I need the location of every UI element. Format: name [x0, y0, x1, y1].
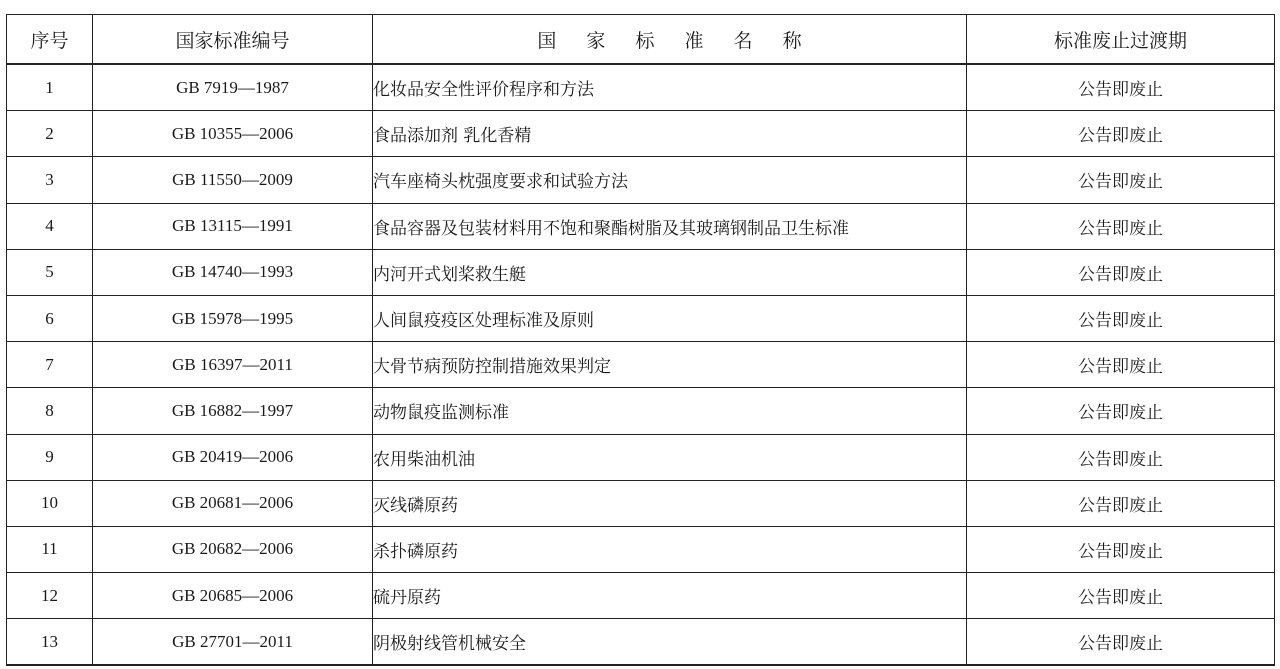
cell-standard-name: 食品添加剂 乳化香精 [373, 111, 967, 157]
header-row [7, 15, 1275, 65]
table-row [7, 203, 1275, 249]
cell-standard-code: GB 13115—1991 [93, 203, 373, 249]
cell-standard-code: GB 16882—1997 [93, 388, 373, 434]
cell-standard-code: GB 20419—2006 [93, 434, 373, 480]
table-row [7, 111, 1275, 157]
cell-standard-code: GB 27701—2011 [93, 619, 373, 666]
cell-standard-name: 汽车座椅头枕强度要求和试验方法 [373, 157, 967, 203]
cell-standard-code: GB 16397—2011 [93, 342, 373, 388]
header-code: 国家标准编号 [93, 15, 373, 65]
cell-standard-code: GB 7919—1987 [93, 64, 373, 111]
cell-standard-name: 硫丹原药 [373, 573, 967, 619]
cell-standard-code: GB 20685—2006 [93, 573, 373, 619]
cell-standard-code: GB 14740—1993 [93, 249, 373, 295]
table-row [7, 619, 1275, 666]
cell-no: 2 [7, 111, 93, 157]
cell-no: 4 [7, 203, 93, 249]
cell-no: 13 [7, 619, 93, 666]
cell-standard-name: 化妆品安全性评价程序和方法 [373, 64, 967, 111]
cell-standard-name: 阴极射线管机械安全 [373, 619, 967, 666]
header-status: 标准废止过渡期 [967, 15, 1275, 65]
header-name: 国 家 标 准 名 称 [373, 15, 967, 65]
table-row [7, 249, 1275, 295]
cell-status: 公告即废止 [967, 295, 1275, 341]
cell-status: 公告即废止 [967, 388, 1275, 434]
table-row [7, 157, 1275, 203]
cell-status: 公告即废止 [967, 157, 1275, 203]
cell-status: 公告即废止 [967, 342, 1275, 388]
cell-no: 8 [7, 388, 93, 434]
table-header [7, 15, 1275, 65]
cell-standard-code: GB 10355—2006 [93, 111, 373, 157]
cell-no: 3 [7, 157, 93, 203]
cell-status: 公告即废止 [967, 434, 1275, 480]
cell-standard-code: GB 20682—2006 [93, 526, 373, 572]
cell-standard-name: 动物鼠疫监测标准 [373, 388, 967, 434]
cell-no: 11 [7, 526, 93, 572]
table-row [7, 480, 1275, 526]
cell-standard-name: 农用柴油机油 [373, 434, 967, 480]
cell-no: 10 [7, 480, 93, 526]
standards-table-container [6, 14, 1274, 666]
cell-status: 公告即废止 [967, 480, 1275, 526]
cell-status: 公告即废止 [967, 249, 1275, 295]
cell-standard-name: 食品容器及包装材料用不饱和聚酯树脂及其玻璃钢制品卫生标准 [373, 203, 967, 249]
table-row [7, 526, 1275, 572]
cell-standard-code: GB 11550—2009 [93, 157, 373, 203]
cell-status: 公告即废止 [967, 203, 1275, 249]
cell-no: 9 [7, 434, 93, 480]
table-row [7, 64, 1275, 111]
cell-standard-name: 杀扑磷原药 [373, 526, 967, 572]
cell-status: 公告即废止 [967, 573, 1275, 619]
table-row [7, 573, 1275, 619]
standards-table [6, 14, 1275, 666]
cell-status: 公告即废止 [967, 526, 1275, 572]
header-no: 序号 [7, 15, 93, 65]
cell-no: 5 [7, 249, 93, 295]
cell-no: 6 [7, 295, 93, 341]
table-row [7, 295, 1275, 341]
cell-status: 公告即废止 [967, 64, 1275, 111]
cell-no: 12 [7, 573, 93, 619]
table-row [7, 342, 1275, 388]
table-row [7, 434, 1275, 480]
cell-standard-name: 人间鼠疫疫区处理标准及原则 [373, 295, 967, 341]
cell-status: 公告即废止 [967, 111, 1275, 157]
cell-standard-name: 内河开式划桨救生艇 [373, 249, 967, 295]
cell-status: 公告即废止 [967, 619, 1275, 666]
table-body [7, 64, 1275, 665]
cell-no: 1 [7, 64, 93, 111]
cell-no: 7 [7, 342, 93, 388]
cell-standard-code: GB 15978—1995 [93, 295, 373, 341]
table-row [7, 388, 1275, 434]
cell-standard-code: GB 20681—2006 [93, 480, 373, 526]
cell-standard-name: 大骨节病预防控制措施效果判定 [373, 342, 967, 388]
cell-standard-name: 灭线磷原药 [373, 480, 967, 526]
